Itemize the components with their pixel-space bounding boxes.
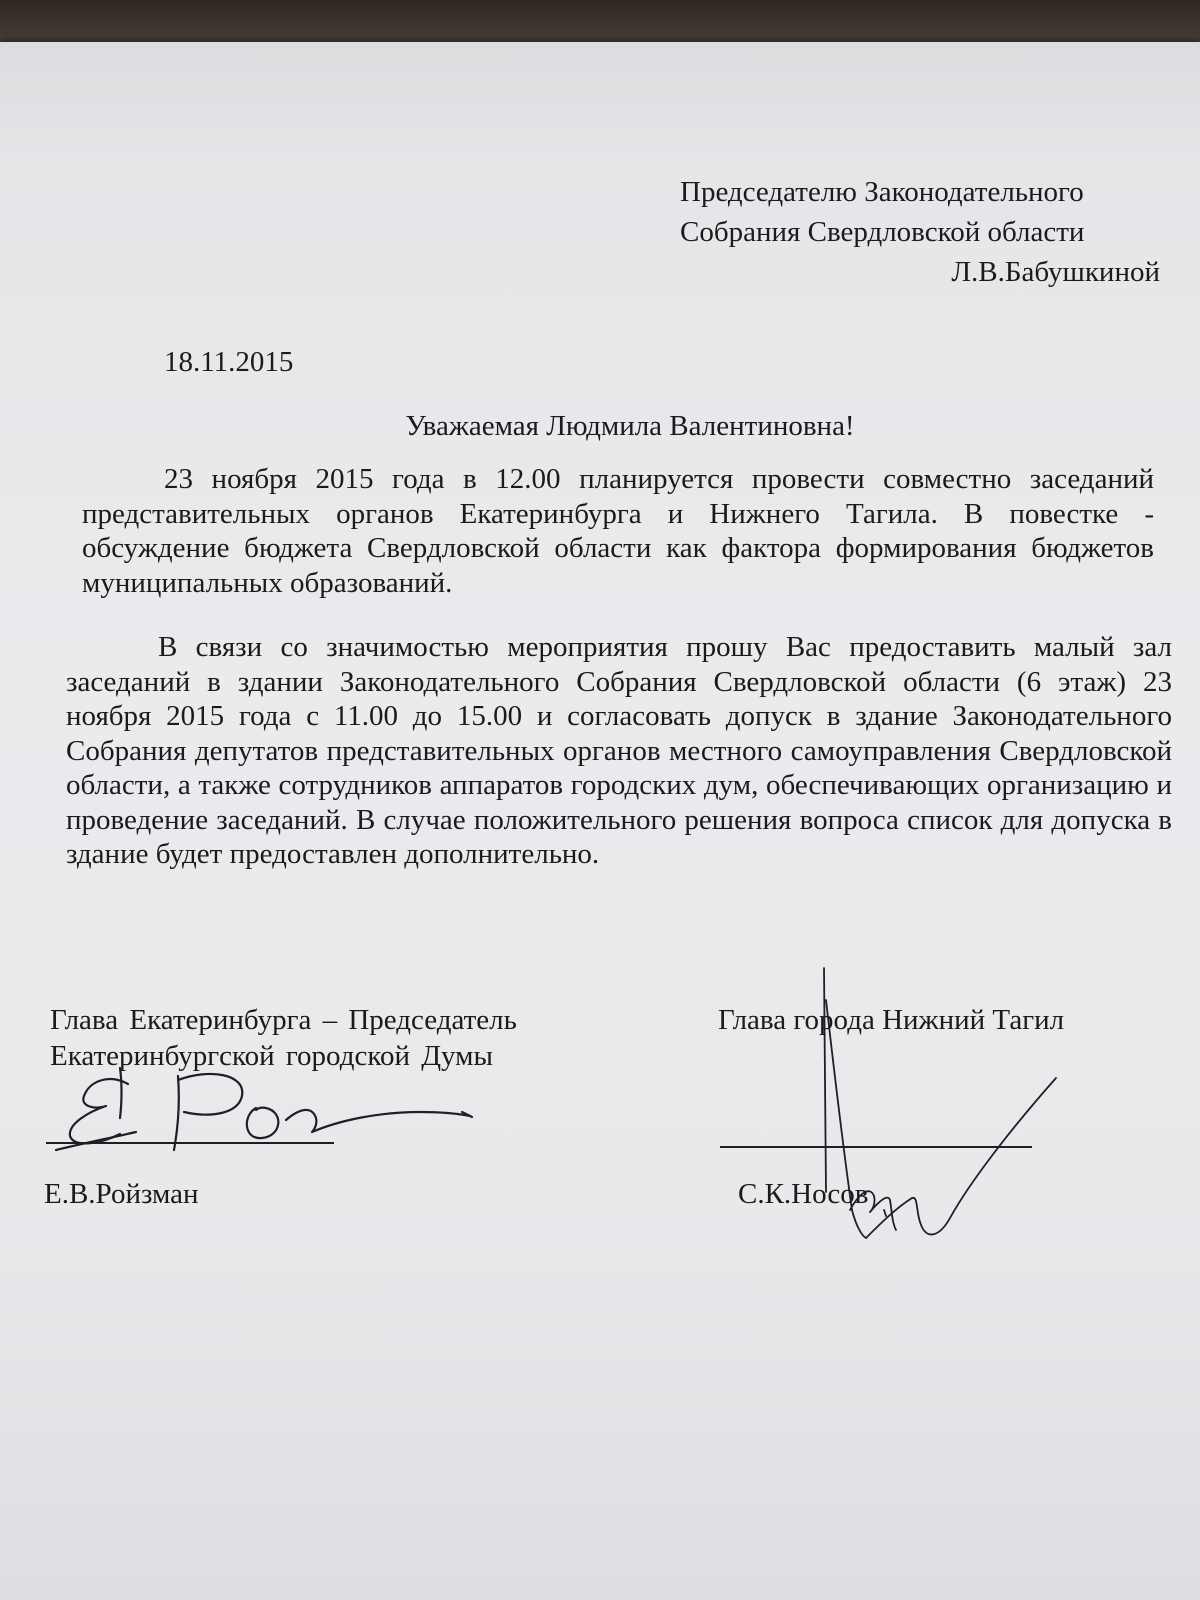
left-signatory-name: Е.В.Ройзман [44, 1178, 199, 1210]
body-paragraph-1: 23 ноября 2015 года в 12.00 планируется провести совместно заседаний представительных органов Екатеринбурга и Нижнего Тагила. В повестке - обсуждение бюджета Свердловской области как фактора формирования бюджетов муниципальных образований. [82, 463, 1154, 599]
left-signatory-title-line-1: Глава Екатеринбурга – Председатель [50, 1004, 517, 1036]
addressee-name: Л.В.Бабушкиной [951, 256, 1160, 288]
addressee-line-1: Председателю Законодательного [680, 176, 1084, 208]
body-paragraph-2: В связи со значимостью мероприятия прошу Вас предоставить малый зал заседаний в здании Законодательного Собрания Свердловской области (6 этаж) 23 ноября 2015 года с 11.00 до 15.00 и согласовать допуск в здание Законодательного Собрания депутатов представительных органов местного самоуправления Свердловской области, а также сотрудников аппаратов городских дум, обеспечивающих организацию и проведение заседаний. В случае положительного решения вопроса список для допуска в здание будет предоставлен дополнительно. [66, 631, 1172, 870]
salutation: Уважаемая Людмила Валентиновна! [405, 410, 855, 442]
right-signature-line [720, 1146, 1032, 1148]
right-signatory-name: С.К.Носов [738, 1178, 869, 1210]
addressee-line-2: Собрания Свердловской области [680, 216, 1085, 248]
letter-date: 18.11.2015 [164, 346, 294, 378]
right-signatory-title: Глава города Нижний Тагил [718, 1004, 1065, 1036]
letter-sheet [0, 42, 1200, 1600]
left-signature-line [46, 1142, 334, 1144]
addressee-block [680, 172, 1160, 292]
left-signatory-title [50, 1002, 517, 1074]
left-signatory-title-line-2: Екатеринбургской городской Думы [50, 1040, 493, 1072]
